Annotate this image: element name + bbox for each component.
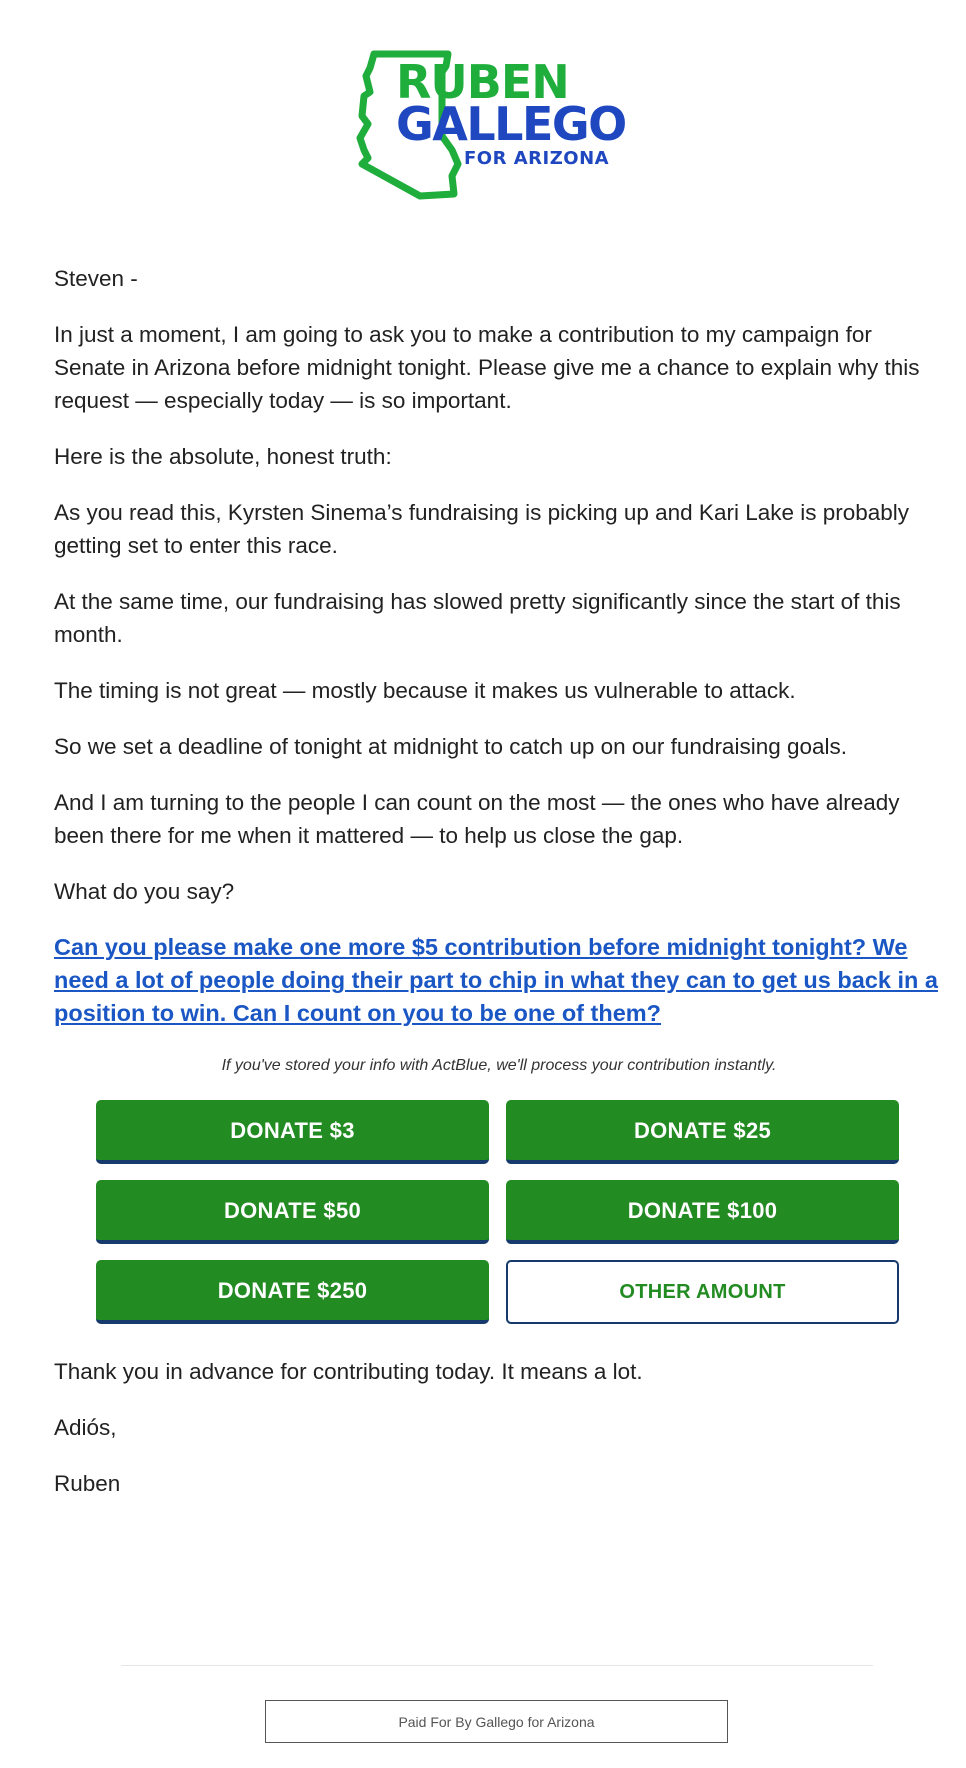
paragraph-5: The timing is not great — mostly because it makes us vulnerable to attack. [54, 678, 796, 703]
donate-50-button[interactable]: DONATE $50 [96, 1180, 489, 1244]
paragraph-4: At the same time, our fundraising has slowed pretty significantly since the start of this month. [54, 589, 901, 647]
other-amount-button[interactable]: OTHER AMOUNT [506, 1260, 899, 1324]
logo-ruben: RUBEN [396, 55, 569, 109]
paragraph-6: So we set a deadline of tonight at midnight to catch up on our fundraising goals. [54, 734, 848, 759]
logo-for-arizona: FOR ARIZONA [464, 148, 610, 169]
paragraph-3: As you read this, Kyrsten Sinema’s fundraising is picking up and Kari Lake is probably getting set to enter this race. [54, 500, 910, 558]
contribute-link[interactable]: Can you please make one more $5 contribution before midnight tonight? We need a lot of people doing their part to chip in what they can to get us back in a position to win. Can I count on you to be one of them? [54, 934, 938, 1026]
actblue-note: If you've stored your info with ActBlue, we'll process your contribution instantly. [221, 1057, 777, 1074]
closing-signature: Ruben [54, 1471, 121, 1496]
closing-thanks: Thank you in advance for contributing today. It means a lot. [54, 1359, 643, 1384]
donate-100-button[interactable]: DONATE $100 [506, 1180, 899, 1244]
donate-250-button[interactable]: DONATE $250 [96, 1260, 489, 1324]
paragraph-7: And I am turning to the people I can count on the most — the ones who have already been there for me when it mattered — to help us close the gap. [54, 790, 900, 848]
greeting: Steven - [54, 266, 138, 291]
closing-adios: Adiós, [54, 1415, 117, 1440]
email-body [54, 262, 944, 1523]
donate-25-button[interactable]: DONATE $25 [506, 1100, 899, 1164]
paid-for-disclaimer: Paid For By Gallego for Arizona [265, 1700, 728, 1743]
paragraph-8: What do you say? [54, 879, 235, 904]
donate-buttons-grid [96, 1100, 944, 1324]
campaign-logo [356, 46, 626, 206]
donate-3-button[interactable]: DONATE $3 [96, 1100, 489, 1164]
paragraph-2: Here is the absolute, honest truth: [54, 444, 392, 469]
logo-gallego: GALLEGO [396, 97, 626, 151]
footer-divider [121, 1665, 873, 1666]
paragraph-1: In just a moment, I am going to ask you to make a contribution to my campaign for Senate in Arizona before midnight tonight. Please give me a chance to explain why this request — especially today — is so important. [54, 322, 920, 413]
